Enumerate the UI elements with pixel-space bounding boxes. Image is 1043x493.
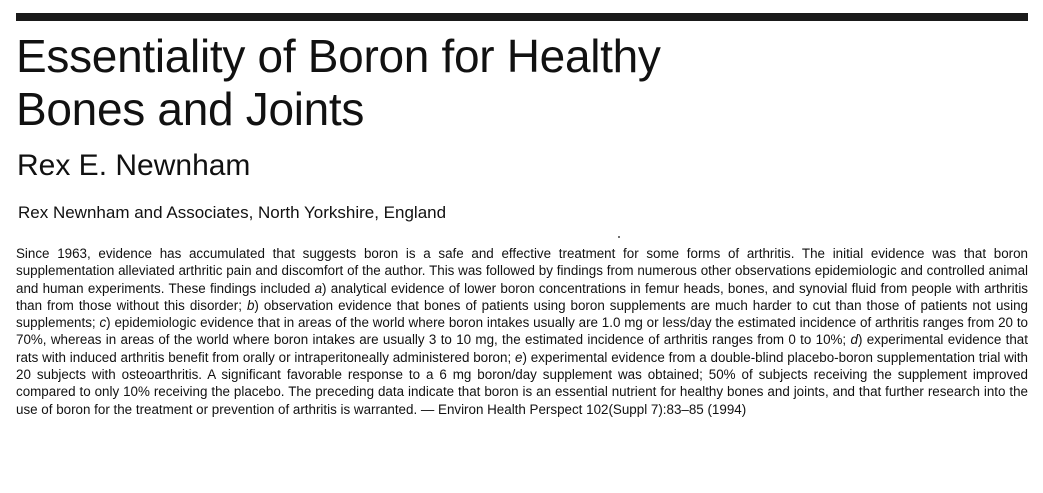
author-name: Rex E. Newnham <box>17 149 251 182</box>
article-title <box>16 30 916 136</box>
abstract-part-4: ) epidemiologic evidence that in areas of the world where boron intakes usually are 1.0 mg or less/day the estimated incidence of arthritis ranges from 20 to 70%, whereas in areas of the world where boron intakes are usually 3 to 10 mg, the estimated incidence of arthritis ranges from 0 to 10%; <box>16 315 1028 348</box>
header-rule <box>16 13 1028 21</box>
author-affiliation: Rex Newnham and Associates, North Yorkshire, England <box>18 203 447 222</box>
article-title-line-1: Essentiality of Boron for Healthy <box>16 30 661 82</box>
list-marker-b: b <box>246 297 255 313</box>
stray-dot <box>618 236 620 238</box>
list-marker-e: e <box>515 349 523 365</box>
list-marker-d: d <box>850 332 858 348</box>
list-marker-a: a <box>314 280 323 296</box>
article-title-line-2: Bones and Joints <box>16 83 365 135</box>
abstract-part-1: Since 1963, evidence has accumulated that suggests boron is a safe and effective treatment for some forms of arthritis. The initial evidence was that boron supplementation alleviated arthritic pain and discomfort of the author. This was followed by findings from numerous other observations epidemiologic and controlled animal and human experiments. These findings included <box>16 246 1028 296</box>
abstract-part-6: ) experimental evidence from a double-blind placebo-boron supplementation trial with 20 subjects with osteoarthritis. A significant favorable response to a 6 mg boron/day supplement was obtained; 50% of subjects receiving the supplement improved compared to only 10% receiving the placebo. The preceding data indicate that boron is an essential nutrient for healthy bones and joints, and that further research into the use of boron for the treatment or prevention of arthritis is warranted. — Environ Health Perspect 102(Suppl 7):83–85 (1994) <box>16 349 1028 417</box>
abstract-part-3: ) observation evidence that bones of patients using boron supplements are much harder to cut than those of patients not using supplements; <box>16 297 1028 331</box>
abstract-text <box>16 245 1028 418</box>
list-marker-c: c <box>99 315 107 331</box>
abstract-part-2: ) analytical evidence of lower boron concentrations in femur heads, bones, and synovial fluid from people with arthritis than from those without this disorder; <box>16 280 1028 313</box>
abstract-part-5: ) experimental evidence that rats with induced arthritis benefit from orally or intraperitoneally administered boron; <box>16 332 1028 365</box>
